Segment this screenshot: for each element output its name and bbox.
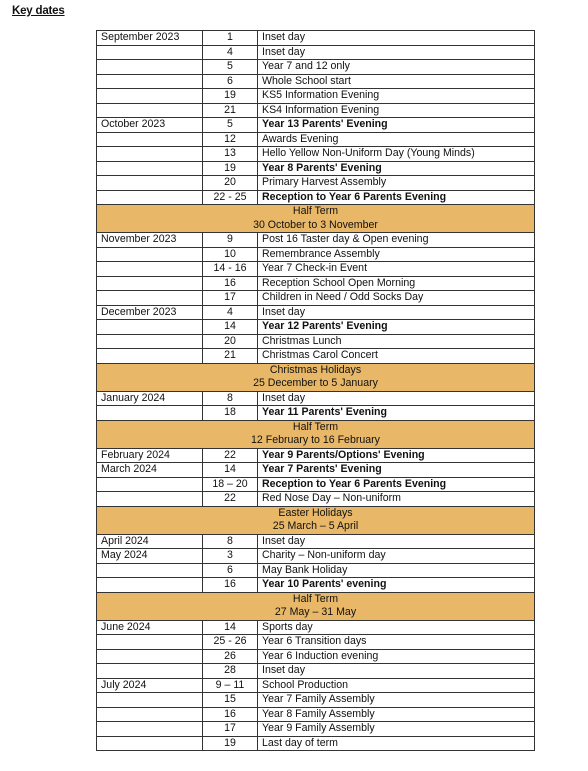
table-row — [97, 118, 535, 133]
month-cell — [97, 132, 203, 147]
table-row — [97, 45, 535, 60]
day-cell: 22 — [203, 448, 258, 463]
month-cell: February 2024 — [97, 448, 203, 463]
day-cell: 1 — [203, 31, 258, 46]
event-cell: Reception School Open Morning — [258, 276, 535, 291]
table-row — [97, 176, 535, 191]
table-row — [97, 649, 535, 664]
holiday-cell — [97, 363, 535, 391]
event-cell: Reception to Year 6 Parents Evening — [258, 477, 535, 492]
event-cell: Last day of term — [258, 736, 535, 751]
holiday-cell — [97, 506, 535, 534]
table-row — [97, 262, 535, 277]
month-cell — [97, 176, 203, 191]
event-cell: Year 7 and 12 only — [258, 60, 535, 75]
month-cell — [97, 349, 203, 364]
month-cell — [97, 578, 203, 593]
table-row — [97, 190, 535, 205]
month-cell — [97, 276, 203, 291]
day-cell: 5 — [203, 118, 258, 133]
event-cell: Post 16 Taster day & Open evening — [258, 233, 535, 248]
table-row — [97, 707, 535, 722]
day-cell: 15 — [203, 693, 258, 708]
event-cell: Inset day — [258, 534, 535, 549]
table-row — [97, 635, 535, 650]
event-cell: Children in Need / Odd Socks Day — [258, 291, 535, 306]
table-row — [97, 722, 535, 737]
day-cell: 12 — [203, 132, 258, 147]
holiday-title: Half Term — [292, 592, 339, 605]
holiday-row — [97, 592, 535, 620]
event-cell: Year 8 Family Assembly — [258, 707, 535, 722]
event-cell: Primary Harvest Assembly — [258, 176, 535, 191]
day-cell: 22 - 25 — [203, 190, 258, 205]
page-title: Key dates — [12, 5, 65, 17]
day-cell: 28 — [203, 664, 258, 679]
table-row — [97, 406, 535, 421]
event-cell: KS4 Information Evening — [258, 103, 535, 118]
event-cell: Reception to Year 6 Parents Evening — [258, 190, 535, 205]
day-cell: 16 — [203, 578, 258, 593]
day-cell: 25 - 26 — [203, 635, 258, 650]
event-cell: Whole School start — [258, 74, 535, 89]
day-cell: 5 — [203, 60, 258, 75]
day-cell: 21 — [203, 349, 258, 364]
table-row — [97, 448, 535, 463]
table-row — [97, 320, 535, 335]
month-cell: October 2023 — [97, 118, 203, 133]
month-cell — [97, 707, 203, 722]
event-cell: Year 12 Parents' Evening — [258, 320, 535, 335]
event-cell: Charity – Non-uniform day — [258, 549, 535, 564]
table-row — [97, 31, 535, 46]
day-cell: 22 — [203, 492, 258, 507]
table-row — [97, 620, 535, 635]
holiday-title: Half Term — [292, 420, 339, 433]
table-row — [97, 247, 535, 262]
table-row — [97, 492, 535, 507]
month-cell — [97, 736, 203, 751]
month-cell — [97, 45, 203, 60]
table-row — [97, 563, 535, 578]
table-row — [97, 334, 535, 349]
event-cell: Christmas Lunch — [258, 334, 535, 349]
event-cell: School Production — [258, 678, 535, 693]
event-cell: Inset day — [258, 31, 535, 46]
month-cell — [97, 262, 203, 277]
event-cell: Remembrance Assembly — [258, 247, 535, 262]
day-cell: 13 — [203, 147, 258, 162]
holiday-cell — [97, 592, 535, 620]
month-cell: July 2024 — [97, 678, 203, 693]
day-cell: 9 – 11 — [203, 678, 258, 693]
day-cell: 20 — [203, 334, 258, 349]
month-cell — [97, 320, 203, 335]
event-cell: Year 7 Parents' Evening — [258, 463, 535, 478]
month-cell: March 2024 — [97, 463, 203, 478]
key-dates-body — [97, 31, 535, 751]
month-cell: September 2023 — [97, 31, 203, 46]
holiday-dates: 27 May – 31 May — [274, 606, 357, 618]
event-cell: Year 11 Parents' Evening — [258, 406, 535, 421]
table-row — [97, 463, 535, 478]
holiday-row — [97, 205, 535, 233]
event-cell: May Bank Holiday — [258, 563, 535, 578]
table-row — [97, 693, 535, 708]
table-row — [97, 736, 535, 751]
day-cell: 18 – 20 — [203, 477, 258, 492]
holiday-row — [97, 363, 535, 391]
event-cell: KS5 Information Evening — [258, 89, 535, 104]
table-row — [97, 74, 535, 89]
month-cell — [97, 492, 203, 507]
event-cell: Inset day — [258, 305, 535, 320]
table-row — [97, 103, 535, 118]
day-cell: 6 — [203, 563, 258, 578]
event-cell: Year 10 Parents' evening — [258, 578, 535, 593]
table-row — [97, 60, 535, 75]
holiday-title: Christmas Holidays — [269, 363, 362, 376]
month-cell — [97, 190, 203, 205]
holiday-dates: 25 December to 5 January — [253, 377, 378, 389]
month-cell — [97, 147, 203, 162]
event-cell: Christmas Carol Concert — [258, 349, 535, 364]
table-row — [97, 147, 535, 162]
month-cell: November 2023 — [97, 233, 203, 248]
holiday-title: Half Term — [292, 205, 339, 217]
table-row — [97, 534, 535, 549]
table-row — [97, 578, 535, 593]
day-cell: 3 — [203, 549, 258, 564]
table-row — [97, 89, 535, 104]
table-row — [97, 549, 535, 564]
day-cell: 4 — [203, 45, 258, 60]
holiday-title: Easter Holidays — [278, 506, 353, 519]
month-cell — [97, 74, 203, 89]
day-cell: 16 — [203, 707, 258, 722]
month-cell — [97, 247, 203, 262]
month-cell — [97, 89, 203, 104]
month-cell — [97, 635, 203, 650]
table-row — [97, 477, 535, 492]
month-cell — [97, 649, 203, 664]
table-row — [97, 233, 535, 248]
day-cell: 4 — [203, 305, 258, 320]
month-cell — [97, 477, 203, 492]
table-row — [97, 291, 535, 306]
day-cell: 17 — [203, 291, 258, 306]
month-cell: June 2024 — [97, 620, 203, 635]
month-cell: January 2024 — [97, 391, 203, 406]
event-cell: Year 6 Induction evening — [258, 649, 535, 664]
day-cell: 20 — [203, 176, 258, 191]
table-row — [97, 305, 535, 320]
holiday-row — [97, 506, 535, 534]
holiday-cell — [97, 205, 535, 233]
event-cell: Year 9 Family Assembly — [258, 722, 535, 737]
key-dates-table — [96, 30, 535, 751]
month-cell — [97, 103, 203, 118]
day-cell: 17 — [203, 722, 258, 737]
table-row — [97, 391, 535, 406]
event-cell: Inset day — [258, 664, 535, 679]
holiday-dates: 12 February to 16 February — [251, 434, 380, 446]
month-cell — [97, 722, 203, 737]
event-cell: Year 8 Parents' Evening — [258, 161, 535, 176]
holiday-dates: 25 March – 5 April — [272, 520, 359, 532]
day-cell: 14 — [203, 620, 258, 635]
day-cell: 14 — [203, 320, 258, 335]
day-cell: 8 — [203, 391, 258, 406]
table-row — [97, 161, 535, 176]
month-cell — [97, 291, 203, 306]
month-cell: December 2023 — [97, 305, 203, 320]
month-cell — [97, 161, 203, 176]
day-cell: 26 — [203, 649, 258, 664]
month-cell: May 2024 — [97, 549, 203, 564]
table-row — [97, 276, 535, 291]
table-row — [97, 664, 535, 679]
event-cell: Inset day — [258, 391, 535, 406]
event-cell: Red Nose Day – Non-uniform — [258, 492, 535, 507]
event-cell: Year 9 Parents/Options' Evening — [258, 448, 535, 463]
event-cell: Awards Evening — [258, 132, 535, 147]
event-cell: Year 7 Check-in Event — [258, 262, 535, 277]
month-cell — [97, 563, 203, 578]
month-cell — [97, 60, 203, 75]
month-cell — [97, 334, 203, 349]
day-cell: 8 — [203, 534, 258, 549]
month-cell: April 2024 — [97, 534, 203, 549]
event-cell: Hello Yellow Non-Uniform Day (Young Minds) — [258, 147, 535, 162]
day-cell: 16 — [203, 276, 258, 291]
month-cell — [97, 693, 203, 708]
day-cell: 19 — [203, 161, 258, 176]
day-cell: 14 — [203, 463, 258, 478]
holiday-cell — [97, 420, 535, 448]
event-cell: Inset day — [258, 45, 535, 60]
holiday-row — [97, 420, 535, 448]
month-cell — [97, 406, 203, 421]
event-cell: Year 13 Parents' Evening — [258, 118, 535, 133]
event-cell: Year 7 Family Assembly — [258, 693, 535, 708]
day-cell: 9 — [203, 233, 258, 248]
event-cell: Sports day — [258, 620, 535, 635]
month-cell — [97, 664, 203, 679]
day-cell: 14 - 16 — [203, 262, 258, 277]
table-row — [97, 349, 535, 364]
day-cell: 18 — [203, 406, 258, 421]
day-cell: 10 — [203, 247, 258, 262]
event-cell: Year 6 Transition days — [258, 635, 535, 650]
day-cell: 19 — [203, 89, 258, 104]
table-row — [97, 678, 535, 693]
table-row — [97, 132, 535, 147]
day-cell: 19 — [203, 736, 258, 751]
day-cell: 6 — [203, 74, 258, 89]
holiday-dates: 30 October to 3 November — [253, 218, 378, 231]
day-cell: 21 — [203, 103, 258, 118]
